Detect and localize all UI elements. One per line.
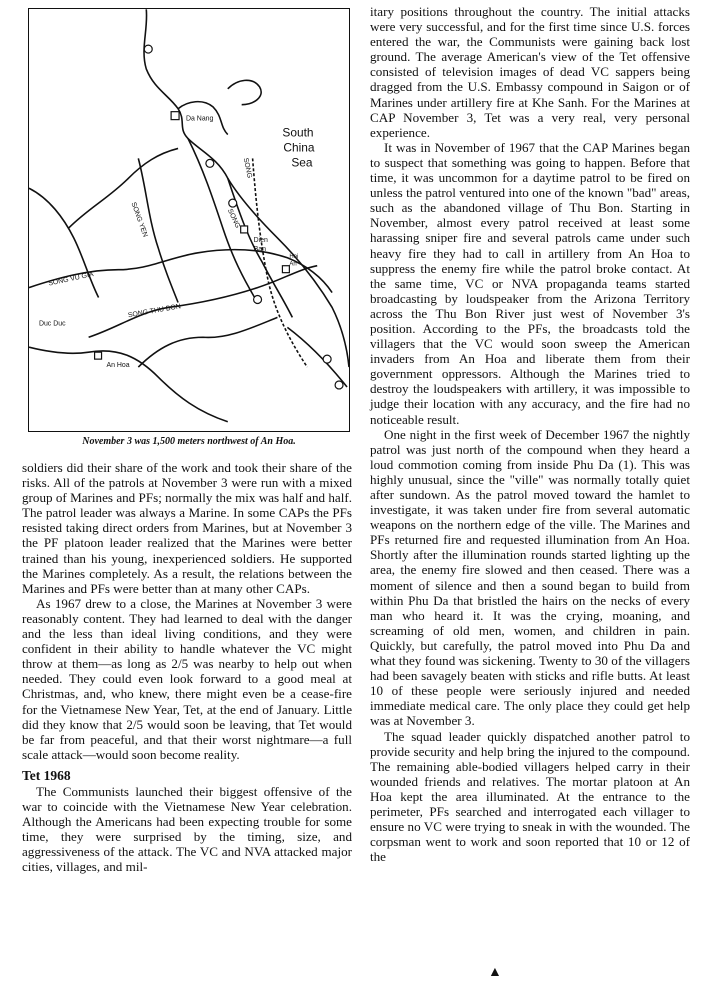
right-paragraph-1: itary positions throughout the country. The initial attacks were very successful, and for the first time since U.S. forces entered the war, the Communists were gaining back lost ground. The average American's view of the Tet offensive consisted of television images of dead VC sappers being dragged from the U.S. Embassy compound in Saigon or of Marines under artillery fire at Khe Sanh. For the Marines at CAP November 3, Tet was a very real, very personal experience.	[370, 4, 690, 140]
marker-4	[323, 355, 331, 363]
right-paragraph-2: It was in November of 1967 that the CAP Marines began to suspect that something was going to happen. Before that time, it was uncommon for a daytime patrol to be fired on unless the patrol ventured into one of the known "bad" areas, such as the abandoned village of Thu Bon. Starting in November, almost every patrol received at least some harassing sniper fire and several patrols came under such heavy fire they had to call in artillery from An Hoa to suppress the enemy fire while the patrol broke contact. At the same time, VC or NVA propaganda teams started broadcasting by loudspeaker from the Arizona Territory across the Thu Bon River just west of November 3's position. According to the PFs, the broadcasts told the villagers that the VC would soon sweep the American invaders from An Hoa and liberate them from their government oppressors. Although the Marines tried to destroy the loudspeakers with artillery, it was impossible to judge their location with any accuracy, and the fire had no noticeable result.	[370, 139, 690, 427]
place-duc-duc: Duc Duc	[38, 320, 66, 328]
marker-da-nang	[171, 112, 179, 120]
sea-label-2: China	[283, 140, 315, 155]
place-da-nang: Da Nang	[186, 115, 214, 123]
left-paragraph-1: soldiers did their share of the work and took their share of the risks. All of the patrols at November 3 were run with a mixed group of Marines and PFs; normally the mix was half and half. The patrol leader was always a Marine. In some CAPs the PFs resisted taking direct orders from Marines, but at November 3 the PF platoon leader realized that the Marines were better trained than his young, inexperienced soldiers. He supported the Marines completely. As a result, the relations between the Marines and PFs were better than at many other CAPs.	[22, 460, 352, 596]
map-caption: November 3 was 1,500 meters northwest of An Hoa.	[82, 436, 296, 447]
coastline	[144, 9, 349, 367]
map-figure	[28, 8, 350, 432]
marker-5	[335, 381, 343, 389]
section-heading: Tet 1968	[22, 767, 71, 783]
marker-1	[206, 159, 214, 167]
marker-3	[144, 45, 152, 53]
place-dien: Dien	[253, 236, 268, 244]
place-an-hoa: An Hoa	[106, 362, 130, 370]
river-label-2: SONG	[225, 207, 241, 230]
marker-dien-ban	[241, 226, 248, 233]
left-paragraph-2: As 1967 drew to a close, the Marines at November 3 were reasonably content. They had learned to deal with the danger and the less than ideal living conditions, and they were confident in their ability to handle whatever the VC might throw at them—as long as 2/5 was nearby to help out when needed. They could even look forward to a good meal at Christmas, and, who knew, there might even be a cease-fire for the Vietnamese New Year, Tet, at the end of January. Little did they know that 2/5 would soon be leaving, that Tet would be far from peaceful, and that their worst nightmare—a full scale attack—would soon become reality.	[22, 595, 352, 762]
peninsula	[228, 80, 261, 104]
river-southeast	[287, 327, 347, 387]
map-svg	[29, 9, 349, 431]
left-paragraph-3: The Communists launched their biggest offensive of the war to coincide with the Vietnamese New Year celebration. Although the Americans had been expecting trouble for some time, they were surprised by the timing, size, and aggressiveness of the attack. The VC and NVA attacked major cities, villages, and mil-	[22, 783, 352, 875]
river-north	[69, 148, 178, 228]
marker-6	[254, 296, 262, 304]
right-paragraph-4: The squad leader quickly dispatched another patrol to provide security and help bring the injured to the compound. The remaining able-bodied villagers helped carry in their wounded friends and relatives. The mortar platoon at An Hoa kept the area illuminated. At the entrance to the perimeter, PFs searched and interrogated each villager to ensure no VC were trying to sneak in with the wounded. The corpsman went to work and soon reported that 10 or 12 of the	[370, 728, 690, 865]
river-thu-bon	[89, 266, 318, 338]
marker-2	[229, 199, 237, 207]
river-sw	[138, 317, 277, 367]
marker-an-hoa	[95, 352, 102, 359]
right-paragraph-3: One night in the first week of December 1967 the nightly patrol was just north of the compound when they heard a loud commotion coming from inside Phu Da (1). This was highly unusual, since the "ville" was normally totally quiet after sundown. As the patrol moved toward the hamlet to investigate, it was taken under fire from several automatic weapons on the northern edge of the ville. The Marines and PFs returned fire and requested illumination from An Hoa. Shortly after the illumination rounds started lighting up the area, the enemy fire slowed and then ceased. There was a moment of silence and then a sound began to build from within Phu Da that bristled the hairs on the necks of every man who heard it. It was the crying, moaning, and screaming of old men, women, and children in pain. Quickly, but carefully, the patrol moved into Phu Da and what they found was sickening. Twenty to 30 of the villagers had been savagely beaten with sticks and rifle butts. At least 10 of these people were seriously injured and needed immediate medical care. The only place they could get help was at November 3.	[370, 426, 690, 729]
river-label-thu-bon: SONG THU BON	[127, 303, 182, 320]
river-south	[29, 347, 228, 422]
page-mark: ▲	[488, 965, 502, 980]
place-hoi: Hoi	[289, 253, 299, 260]
sea-label-3: Sea	[291, 155, 313, 170]
right-column	[370, 4, 690, 864]
place-an: An	[289, 261, 297, 268]
river-label-yen: SONG YEN	[129, 201, 149, 239]
sea-label-1: South	[282, 125, 314, 140]
river-label-vu-gia: SONG VU GIA	[47, 271, 95, 288]
river-label-1: SONG	[241, 157, 253, 179]
place-ban: Ban	[253, 245, 266, 253]
marker-hoi-an	[282, 266, 289, 273]
